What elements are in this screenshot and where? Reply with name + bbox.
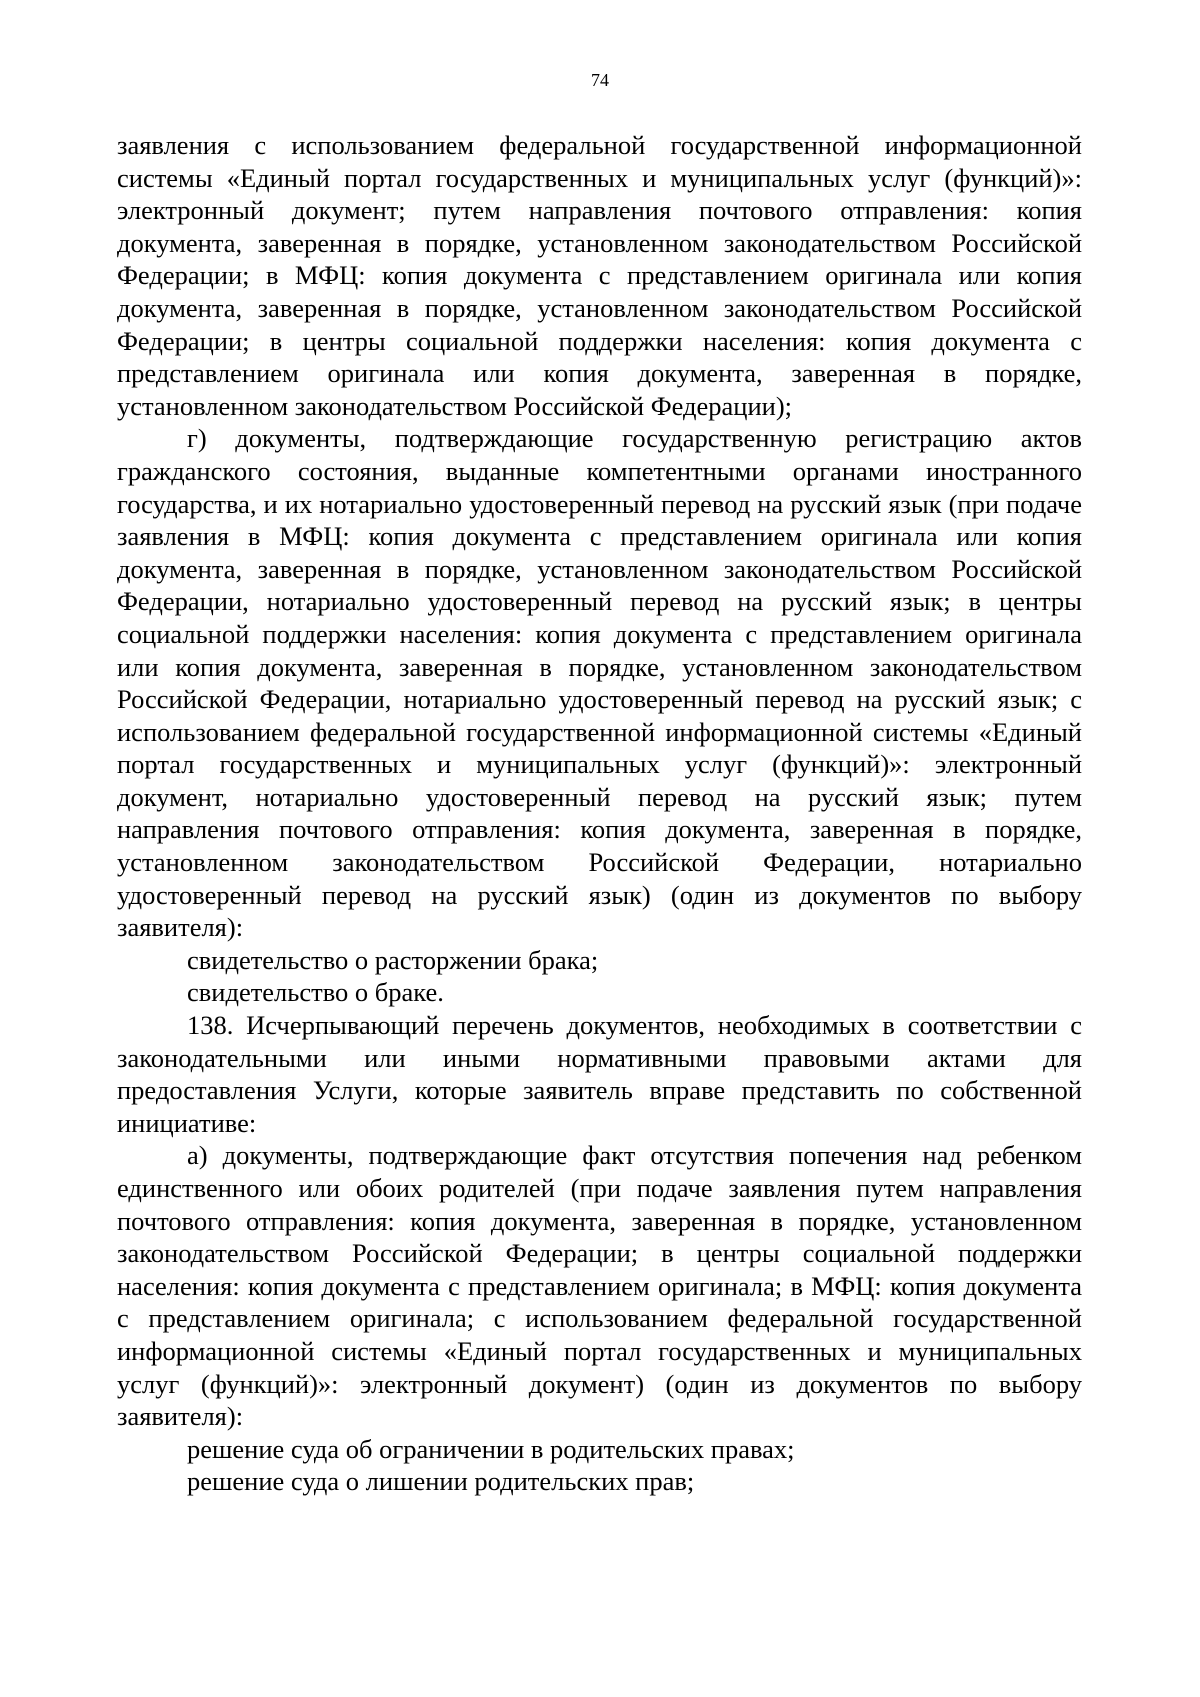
list-item-court-restriction: решение суда об ограничении в родительских правах; <box>187 1433 795 1464</box>
document-body <box>117 129 1082 1498</box>
list-item-marriage-certificate: свидетельство о браке. <box>187 977 444 1008</box>
list-item-divorce-certificate: свидетельство о расторжении брака; <box>187 944 599 975</box>
paragraph-item-g: г) документы, подтверждающие государственную регистрацию актов гражданского состояния, выданные компетентными органами иностранного государства, и их нотариально удостоверенный перевод на русский язык (при подаче заявления в МФЦ: копия документа с представлением оригинала или копия документа, заверенная в порядке, установленном законодательством Российской Федерации, нотариально удостоверенный перевод на русский язык; в центры социальной поддержки населения: копия документа с представлением оригинала или копия документа, заверенная в порядке, установленном законодательством Российской Федерации, нотариально удостоверенный перевод на русский язык; с использованием федеральной государственной информационной системы «Единый портал государственных и муниципальных услуг (функций)»: электронный документ, нотариально удостоверенный перевод на русский язык; путем направления почтового отправления: копия документа, заверенная в порядке, установленном законодательством Российской Федерации, нотариально удостоверенный перевод на русский язык) (один из документов по выбору заявителя): <box>117 423 1082 943</box>
paragraph-item-a: а) документы, подтверждающие факт отсутствия попечения над ребенком единственного или обоих родителей (при подаче заявления путем направления почтового отправления: копия документа, заверенная в порядке, установленном законодательством Российской Федерации; в центры социальной поддержки населения: копия документа с представлением оригинала; в МФЦ: копия документа с представлением оригинала; с использованием федеральной государственной информационной системы «Единый портал государственных и муниципальных услуг (функций)»: электронный документ) (один из документов по выбору заявителя): <box>117 1140 1082 1432</box>
paragraph-continuation: заявления с использованием федеральной государственной информационной системы «Единый портал государственных и муниципальных услуг (функций)»: электронный документ; путем направления почтового отправления: копия документа, заверенная в порядке, установленном законодательством Российской Федерации; в МФЦ: копия документа с представлением оригинала или копия документа, заверенная в порядке, установленном законодательством Российской Федерации; в центры социальной поддержки населения: копия документа с представлением оригинала или копия документа, заверенная в порядке, установленном законодательством Российской Федерации); <box>117 130 1082 421</box>
page-number: 74 <box>591 70 609 90</box>
paragraph-clause-138: 138. Исчерпывающий перечень документов, необходимых в соответствии с законодательными или иными нормативными правовыми актами для предоставления Услуги, которые заявитель вправе представить по собственной инициативе: <box>117 1010 1082 1138</box>
list-item-court-deprivation: решение суда о лишении родительских прав; <box>187 1466 695 1497</box>
